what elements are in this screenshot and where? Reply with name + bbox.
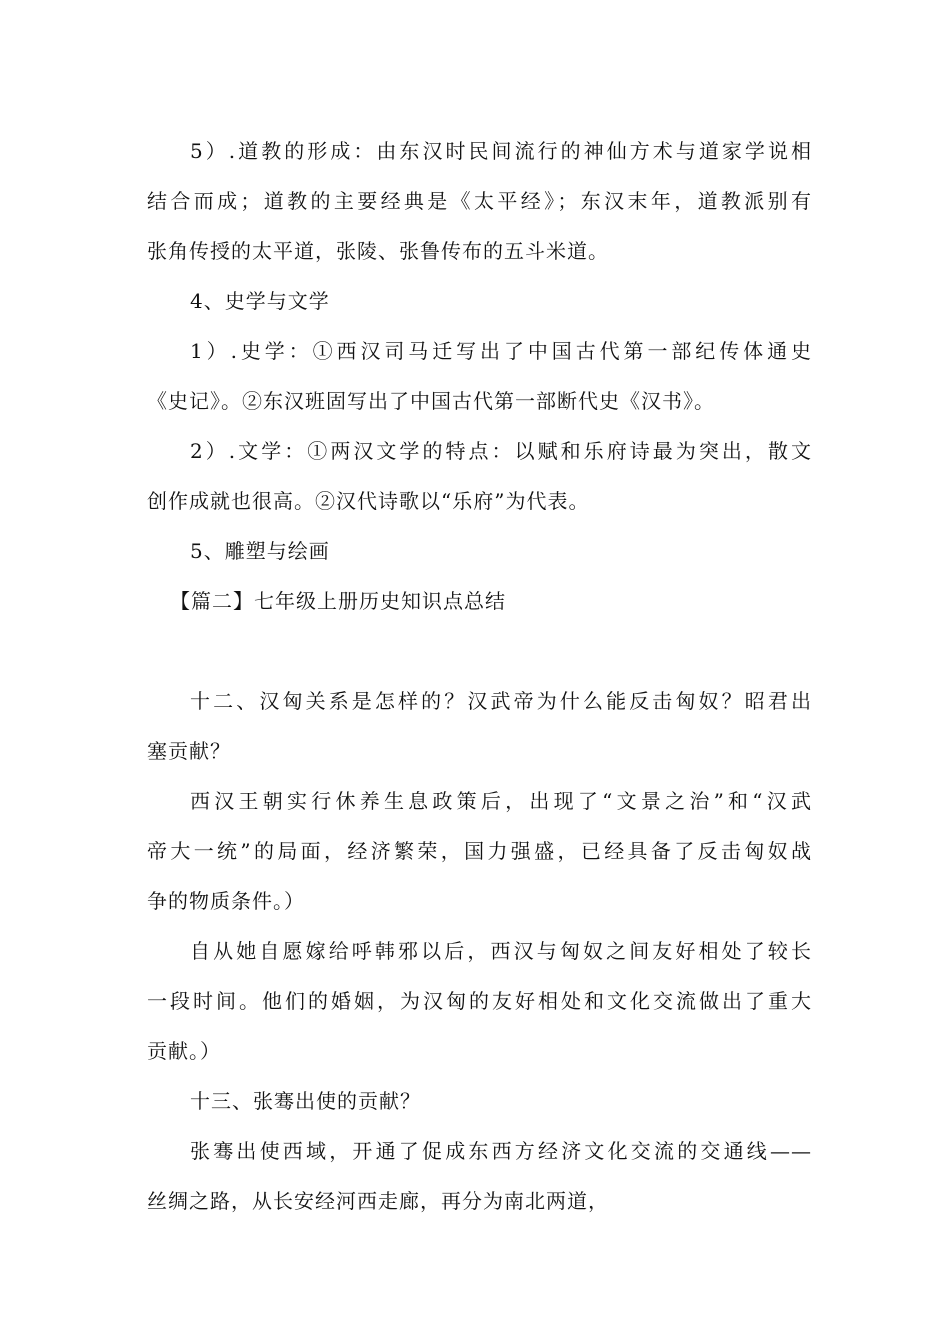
paragraph-zhangqian-line-1: 张骞出使西域，开通了促成东西方经济文化交流的交通线—— [190, 1139, 812, 1163]
paragraph-shixue-line-2: 《史记》。②东汉班固写出了中国古代第一部断代史《汉书》。 [147, 389, 715, 413]
question-twelve-line-1: 十二、汉匈关系是怎样的？汉武帝为什么能反击匈奴？昭君出 [190, 689, 812, 713]
question-twelve-line-2: 塞贡献？ [147, 739, 231, 763]
article-heading-pian-er: 【篇二】七年级上册历史知识点总结 [170, 589, 506, 613]
paragraph-zhaojun-line-3: 贡献。） [147, 1039, 221, 1063]
question-thirteen: 十三、张骞出使的贡献？ [190, 1089, 421, 1113]
paragraph-xihan-line-1: 西汉王朝实行休养生息政策后，出现了“文景之治”和“汉武 [190, 789, 812, 813]
paragraph-shixue-line-1: 1）.史学：①西汉司马迁写出了中国古代第一部纪传体通史 [190, 339, 812, 363]
paragraph-daojiao-line-3: 张角传授的太平道，张陵、张鲁传布的五斗米道。 [147, 239, 609, 263]
paragraph-daojiao-line-1: 5）.道教的形成：由东汉时民间流行的神仙方术与道家学说相 [190, 139, 812, 163]
paragraph-zhangqian-line-2: 丝绸之路，从长安经河西走廊，再分为南北两道， [147, 1189, 609, 1213]
paragraph-xihan-line-3: 争的物质条件。） [147, 889, 305, 913]
paragraph-zhaojun-line-2: 一段时间。他们的婚姻，为汉匈的友好相处和文化交流做出了重大 [147, 989, 812, 1013]
paragraph-daojiao-line-2: 结合而成；道教的主要经典是《太平经》；东汉末年，道教派别有 [147, 189, 812, 213]
paragraph-wenxue-line-2: 创作成就也很高。②汉代诗歌以“乐府”为代表。 [147, 489, 590, 513]
paragraph-xihan-line-2: 帝大一统”的局面，经济繁荣，国力强盛，已经具备了反击匈奴战 [147, 839, 812, 863]
section-heading-diaosu-huihua: 5、雕塑与绘画 [190, 539, 330, 563]
section-heading-shixue-wenxue: 4、史学与文学 [190, 289, 330, 313]
paragraph-wenxue-line-1: 2）.文学：①两汉文学的特点：以赋和乐府诗最为突出，散文 [190, 439, 812, 463]
paragraph-zhaojun-line-1: 自从她自愿嫁给呼韩邪以后，西汉与匈奴之间友好相处了较长 [190, 939, 812, 963]
